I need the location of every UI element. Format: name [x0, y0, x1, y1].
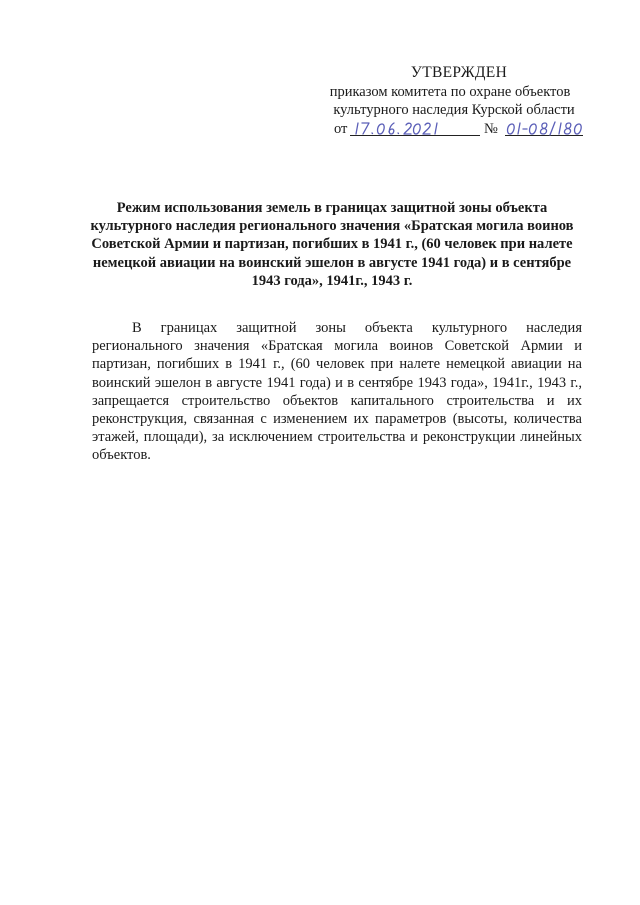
handwritten-date: [352, 119, 462, 137]
approval-date-number-row: [300, 120, 600, 140]
approval-block: [300, 64, 600, 140]
document-title: Режим использования земель в границах защитной зоны объекта культурного наследия регионального значения «Братская могила воинов Советской Армии и партизан, погибших в 1941 г., (60 человек при налете немецкой авиации на воинский эшелон в августе 1941 года) и в сентябре 1943 года», 1941г., 1943 г.: [90, 200, 574, 289]
approval-line-region: культурного наследия Курской области: [333, 102, 575, 118]
document-body-paragraph: В границах защитной зоны объекта культурного наследия регионального значения «Братская могила воинов Советской Армии и партизан, погибших в 1941 г., (60 человек при налете немецкой авиации на воинский эшелон в августе 1941 года) и в сентябре 1943 года», 1941г., 1943 г., запрещается строительство объектов капитального строительства и их реконструкция, связанная с изменением их параметров (высоты, количества этажей, площади), за исключением строительства и реконструкции линейных объектов.: [92, 320, 582, 464]
number-label: №: [484, 121, 498, 137]
approved-heading: УТВЕРЖДЕН: [410, 64, 508, 81]
date-label: от: [334, 121, 348, 137]
handwritten-number: [506, 119, 586, 137]
approval-line-committee: приказом комитета по охране объектов: [329, 84, 571, 100]
